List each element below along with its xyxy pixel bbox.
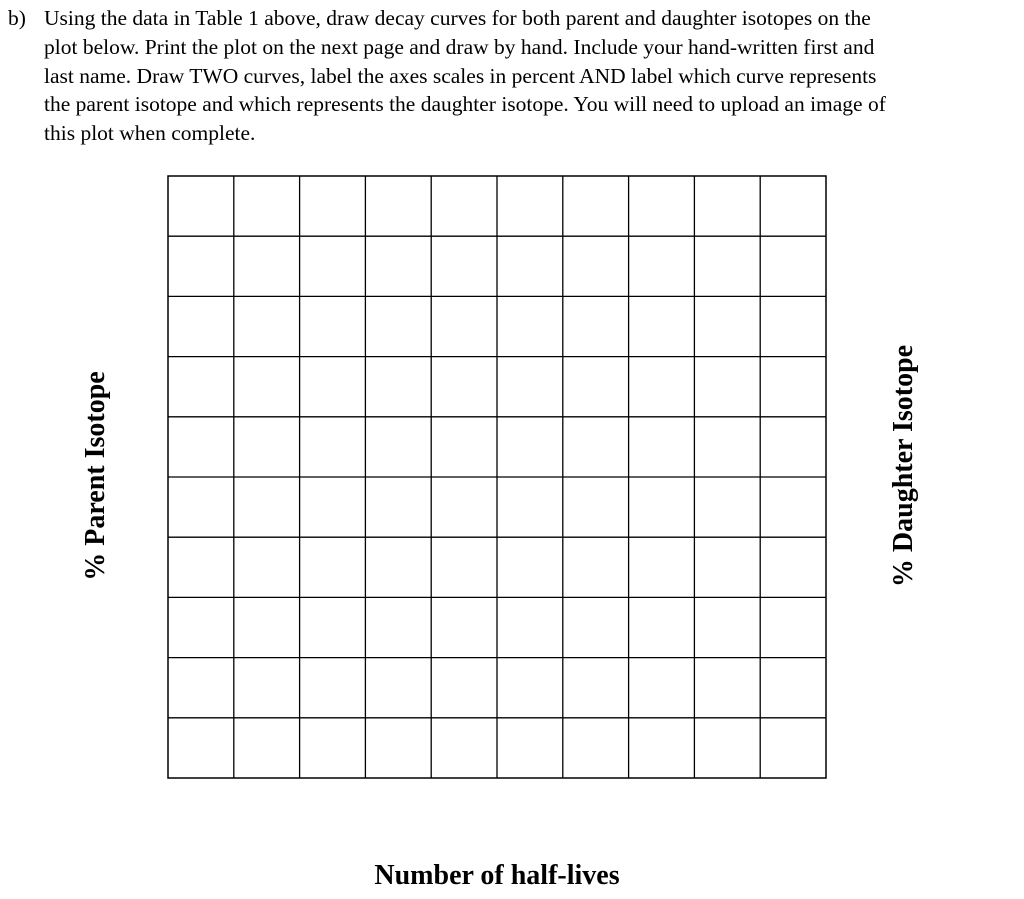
question-line: Using the data in Table 1 above, draw decay curves for both parent and daughter isotopes on the xyxy=(44,6,871,30)
question-line: plot below. Print the plot on the next page and draw by hand. Include your hand-written first and xyxy=(44,34,875,59)
x-axis-label: Number of half-lives xyxy=(374,860,620,891)
question-line: this plot when complete. xyxy=(44,121,256,146)
y-axis-left-label: % Parent Isotope xyxy=(80,371,111,581)
question-b xyxy=(8,4,1020,148)
y-axis-right-label: % Daughter Isotope xyxy=(888,344,919,588)
question-line: last name. Draw TWO curves, label the axes scales in percent AND label which curve represents xyxy=(44,63,877,88)
question-marker: b) xyxy=(8,6,26,30)
blank-plot-grid xyxy=(167,175,827,779)
question-line: the parent isotope and which represents the daughter isotope. You will need to upload an image of xyxy=(44,92,886,117)
question-text xyxy=(44,4,1020,148)
